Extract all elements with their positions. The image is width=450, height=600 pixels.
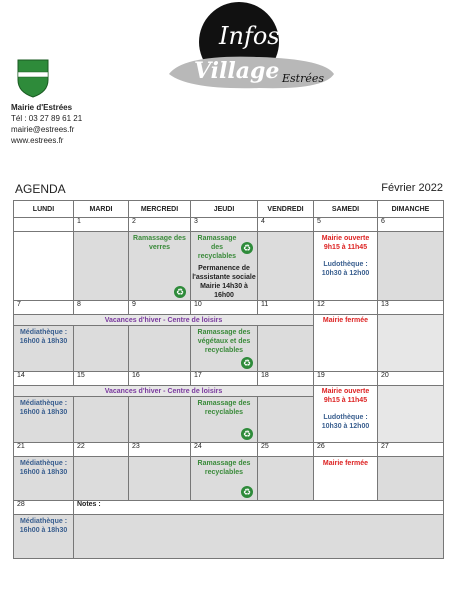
recycle-icon: ♻ [242, 429, 252, 439]
date-number: 10 [191, 301, 258, 315]
day-cell [258, 232, 314, 301]
recycle-icon: ♻ [242, 243, 252, 253]
date-row [14, 372, 444, 386]
day-cell [314, 232, 378, 301]
day-header: VENDREDI [258, 201, 314, 218]
date-number: 3 [191, 218, 258, 232]
day-cell [129, 397, 191, 443]
day-cell [191, 326, 258, 372]
notes-label: Notes : [74, 501, 444, 515]
event-text: Médiathèque : 16h00 à 18h30 [19, 400, 68, 416]
day-cell [378, 315, 444, 372]
day-cell [191, 232, 258, 301]
month-title: Février 2022 [381, 182, 443, 194]
mairie-name: Mairie d'Estrées [11, 103, 73, 112]
day-header-row [14, 201, 444, 218]
date-number: 17 [191, 372, 258, 386]
day-cell [74, 232, 129, 301]
event-text: Ramassage des verres [133, 235, 186, 251]
day-cell [14, 515, 74, 559]
day-cell [14, 232, 74, 301]
notes-area[interactable] [74, 515, 444, 559]
day-header: MERCREDI [129, 201, 191, 218]
event-text: Médiathèque : 16h00 à 18h30 [19, 329, 68, 345]
event-text: Mairie ouverte 9h15 à 11h45 [321, 388, 370, 404]
date-number: 28 [14, 501, 74, 515]
recycle-icon: ♻ [175, 287, 185, 297]
date-number: 25 [258, 443, 314, 457]
day-cell [258, 397, 314, 443]
day-header: JEUDI [191, 201, 258, 218]
date-number: 20 [378, 372, 444, 386]
day-cell [14, 326, 74, 372]
date-row [14, 501, 444, 515]
day-cell [378, 457, 444, 501]
date-number: 4 [258, 218, 314, 232]
event-text: Médiathèque : 16h00 à 18h30 [19, 518, 68, 534]
event-text: Ramassage des végétaux et des recyclables [197, 329, 251, 354]
event-row [14, 232, 444, 301]
day-cell [14, 457, 74, 501]
day-cell [378, 232, 444, 301]
recycle-icon: ♻ [242, 358, 252, 368]
event-text: Ramassage des recyclables [197, 235, 237, 260]
date-number: 12 [314, 301, 378, 315]
date-number: 24 [191, 443, 258, 457]
event-text: Ramassage des recyclables [197, 460, 251, 476]
event-text: Ramassage des recyclables [197, 400, 251, 416]
day-header: SAMEDI [314, 201, 378, 218]
day-cell [129, 326, 191, 372]
date-number: 21 [14, 443, 74, 457]
event-text: Mairie fermée [322, 317, 369, 324]
date-number: 27 [378, 443, 444, 457]
day-header: MARDI [74, 201, 129, 218]
day-cell [314, 315, 378, 372]
day-cell [378, 386, 444, 443]
logo-estrees-text: Estrées [282, 72, 325, 85]
date-number: 26 [314, 443, 378, 457]
day-cell [74, 397, 129, 443]
day-cell [14, 397, 74, 443]
event-row [14, 515, 444, 559]
event-text: Permanence de l'assistante sociale Mairie 14h30 à 16h00 [192, 265, 256, 299]
date-number: 1 [74, 218, 129, 232]
date-row [14, 443, 444, 457]
date-row [14, 301, 444, 315]
event-text: Mairie ouverte 9h15 à 11h45 [321, 235, 370, 251]
holiday-band: Vacances d'hiver - Centre de loisirs [14, 315, 314, 326]
day-cell [129, 457, 191, 501]
day-header: LUNDI [14, 201, 74, 218]
day-cell [314, 457, 378, 501]
date-number: 2 [129, 218, 191, 232]
date-number [14, 218, 74, 232]
date-number: 6 [378, 218, 444, 232]
date-number: 18 [258, 372, 314, 386]
date-number: 15 [74, 372, 129, 386]
day-cell [129, 232, 191, 301]
date-number: 8 [74, 301, 129, 315]
event-text: Médiathèque : 16h00 à 18h30 [19, 460, 68, 476]
date-row [14, 218, 444, 232]
day-header: DIMANCHE [378, 201, 444, 218]
logo-infos-text: Infos [219, 22, 280, 50]
day-cell [191, 397, 258, 443]
date-number: 19 [314, 372, 378, 386]
event-text: Ludothèque : 10h30 à 12h00 [321, 414, 370, 430]
coat-of-arms-icon [16, 58, 50, 98]
infos-village-logo [164, 2, 339, 94]
date-number: 16 [129, 372, 191, 386]
day-cell [191, 457, 258, 501]
contact-block [11, 102, 82, 146]
day-cell [258, 457, 314, 501]
date-number: 5 [314, 218, 378, 232]
event-row [14, 457, 444, 501]
date-number: 22 [74, 443, 129, 457]
day-cell [314, 386, 378, 443]
holiday-band-row [14, 315, 444, 326]
date-number: 11 [258, 301, 314, 315]
day-cell [74, 326, 129, 372]
calendar-table [13, 200, 444, 559]
recycle-icon: ♻ [242, 487, 252, 497]
day-cell [74, 457, 129, 501]
date-number: 13 [378, 301, 444, 315]
date-number: 7 [14, 301, 74, 315]
holiday-band: Vacances d'hiver - Centre de loisirs [14, 386, 314, 397]
email-link[interactable]: mairie@estrees.fr [11, 125, 75, 134]
day-cell [258, 326, 314, 372]
holiday-band-row [14, 386, 444, 397]
date-number: 9 [129, 301, 191, 315]
event-text: Mairie fermée [322, 460, 369, 467]
event-text: Ludothèque : 10h30 à 12h00 [321, 261, 370, 277]
date-number: 23 [129, 443, 191, 457]
date-number: 14 [14, 372, 74, 386]
phone-text: Tél : 03 27 89 61 21 [11, 114, 83, 123]
website-link[interactable]: www.estrees.fr [11, 136, 64, 145]
logo-village-text: Village [194, 58, 280, 84]
agenda-title: AGENDA [15, 182, 66, 196]
